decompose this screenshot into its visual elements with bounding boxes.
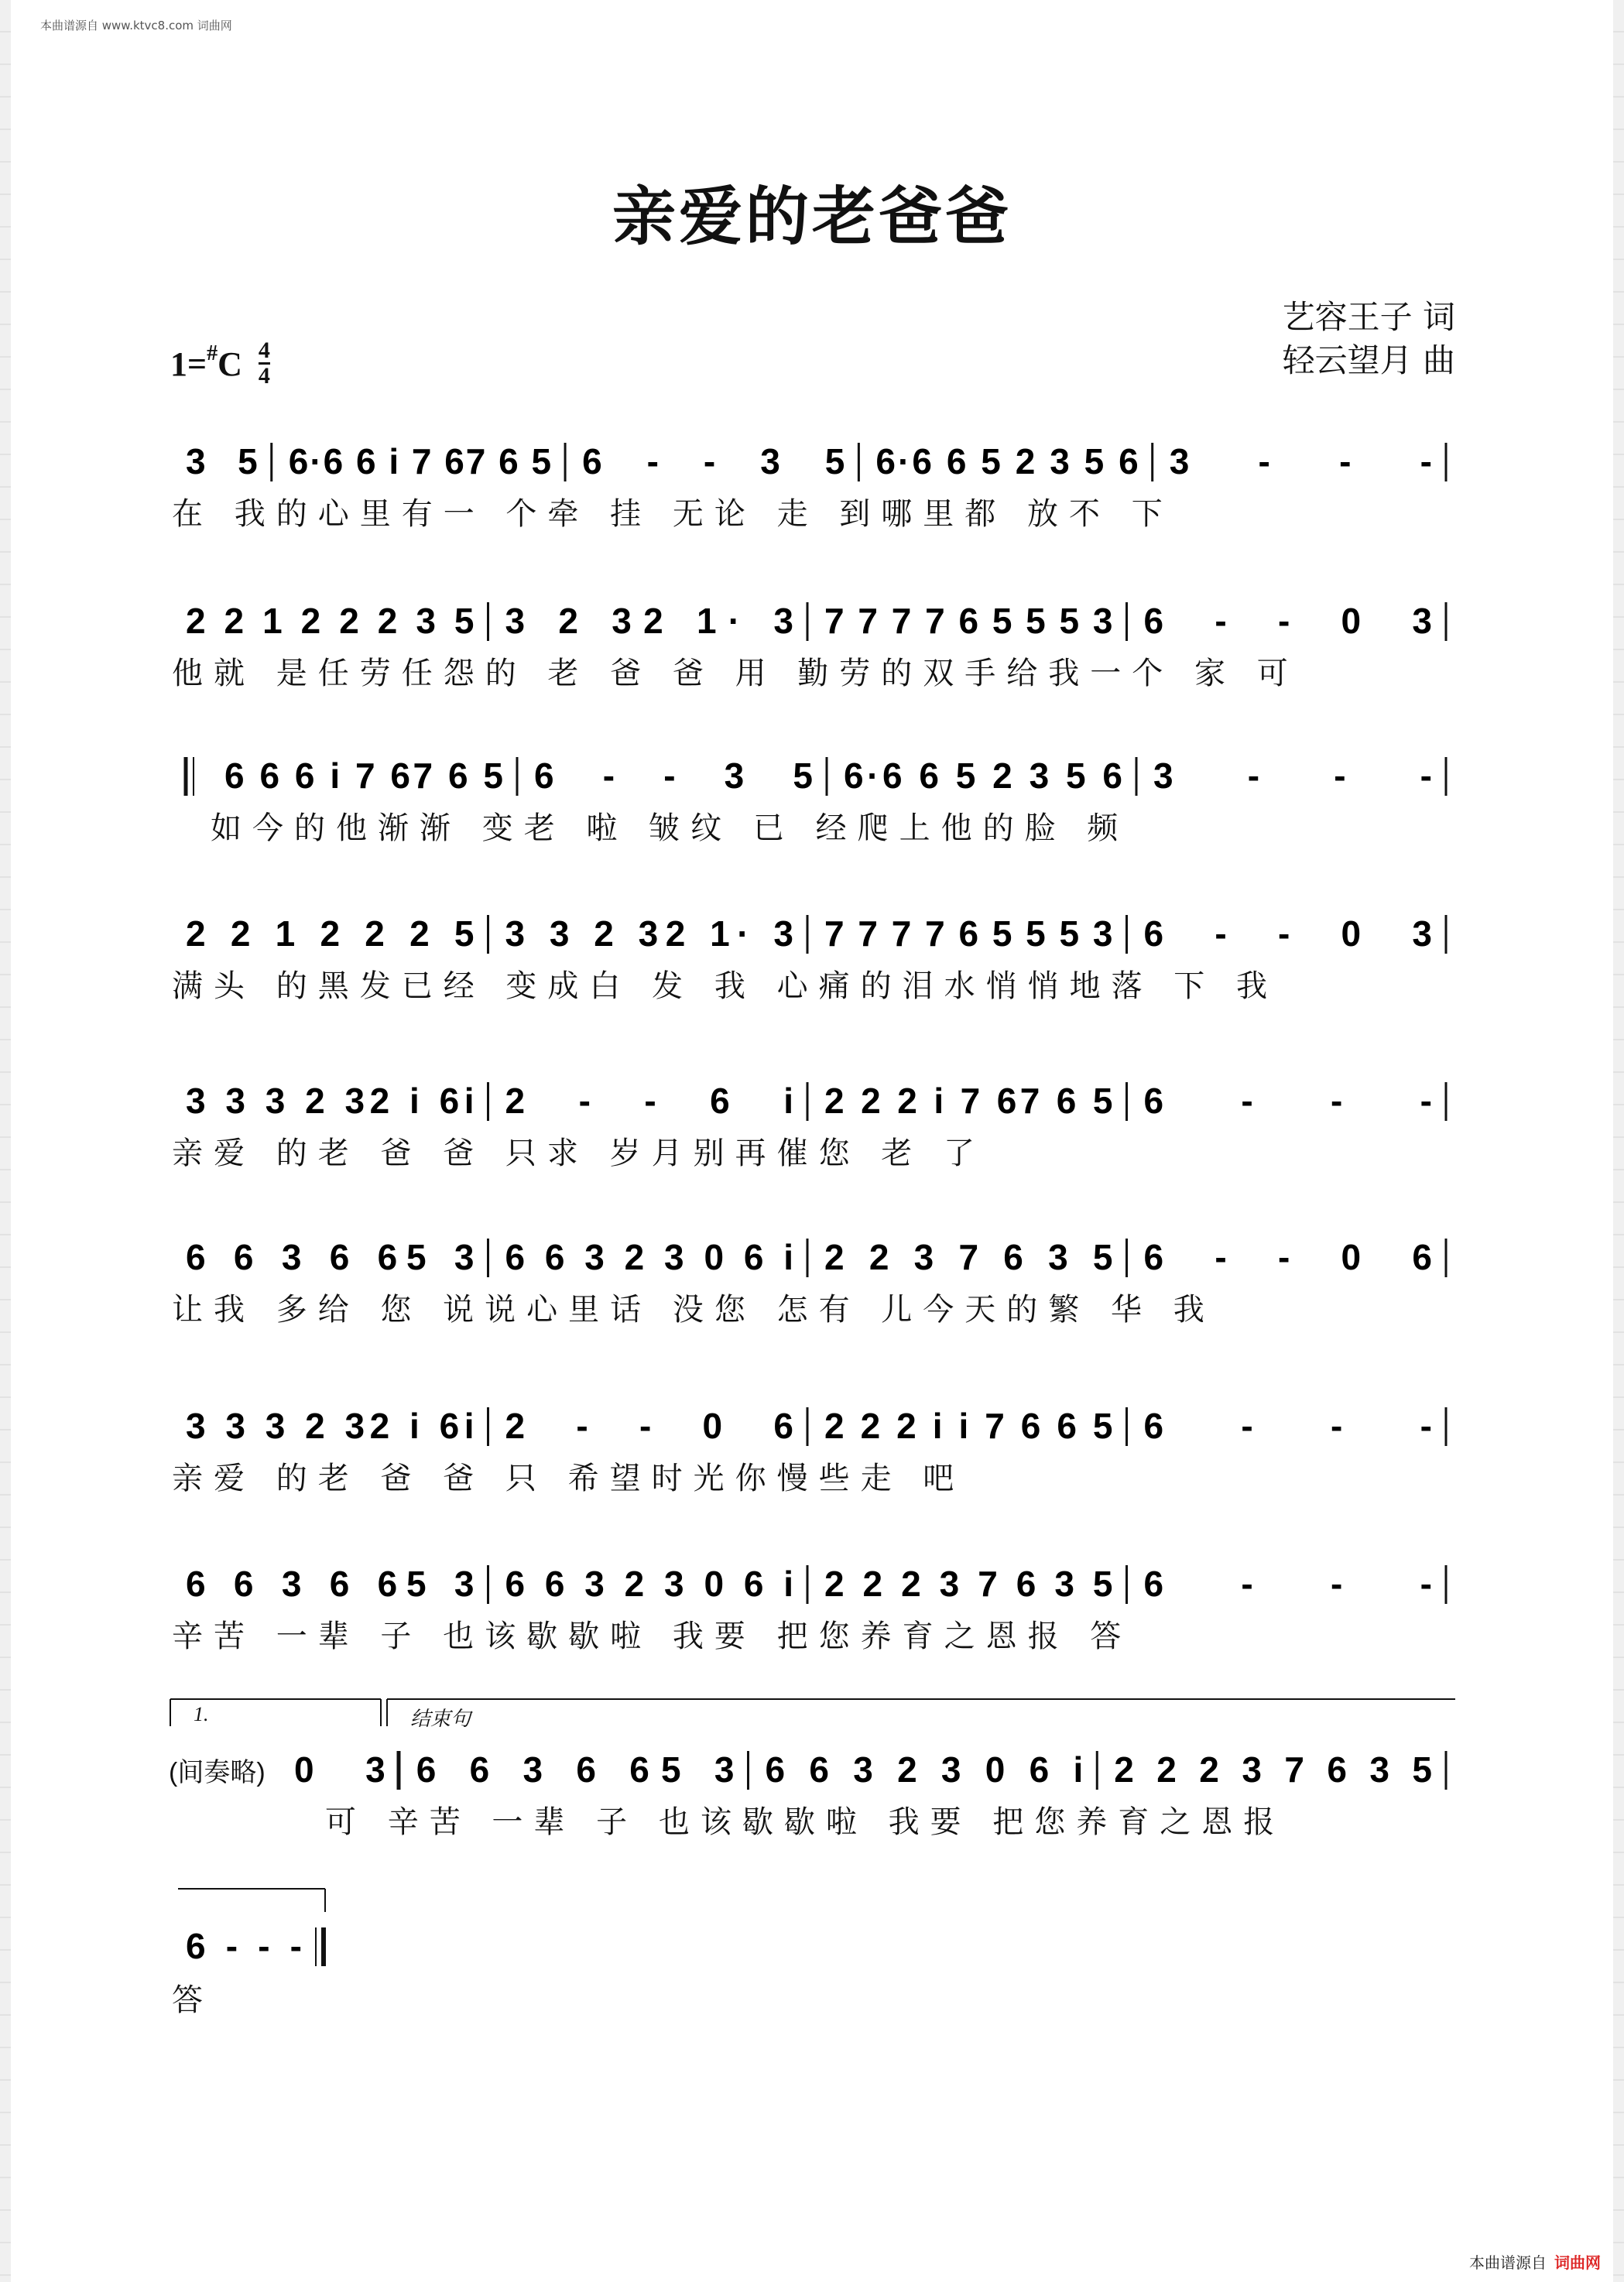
measure-notes: 6 - - - xyxy=(1143,1564,1432,1604)
measure-notes: 6 6 3 2 3 0 6 i xyxy=(765,1749,1084,1790)
measure-notes: 6·6 6 5 2 3 5 6 xyxy=(875,441,1139,481)
measure-notes: 6 - - 3 5 xyxy=(582,441,845,481)
measure-notes: 3 3 2 32 1· 3 xyxy=(505,913,793,954)
measure-notes: 6 - - 3 5 xyxy=(534,756,813,796)
source-note: 本曲谱源自 www.ktvc8.com 词曲网 xyxy=(40,19,232,33)
footer-site: 词曲网 xyxy=(1554,2253,1601,2272)
lyricist-credit: 艺容王子 词 xyxy=(1282,298,1455,336)
measure-notes: 3 2 32 1· 3 xyxy=(505,601,793,641)
measure-notes: 6 - - - xyxy=(1143,1406,1432,1446)
composer-credit: 轻云望月 曲 xyxy=(1282,341,1455,379)
lyric-row-2: 他就 是任劳任怨的 老 爸 爸 用 勤劳的双手给我一个 家 可 xyxy=(172,656,1299,691)
lyric-row-3: 如今的他渐渐 变老 啦 皱纹 已 经爬上他的脸 频 xyxy=(211,810,1129,846)
footer-brand xyxy=(1469,2250,1601,2273)
volta-first: 1. xyxy=(194,1703,209,1725)
song-title: 亲爱的老爸爸 xyxy=(612,180,1012,254)
measure-notes: 3 - - - xyxy=(1169,441,1432,481)
measure-notes: 6 6 3 6 65 3 xyxy=(416,1749,735,1790)
measure-notes: 6 - - 0 3 xyxy=(1143,913,1432,954)
measure-notes: 0 3 xyxy=(294,1749,385,1790)
measure-notes: 2 2 2 3 7 6 3 5 xyxy=(1114,1749,1432,1790)
measure-notes: 6 6 3 6 65 3 xyxy=(186,1564,475,1604)
measure-notes: 6 6 3 2 3 0 6 i xyxy=(505,1564,793,1604)
measure-notes: 7 7 7 7 6 5 5 5 3 xyxy=(824,913,1113,954)
volta-ending: 结束句 xyxy=(410,1708,471,1730)
lyric-row-8: 辛苦 一辈 子 也该歇歇啦 我要 把您养育之恩报 答 xyxy=(172,1619,1132,1654)
key-letter: C xyxy=(218,345,242,383)
lyric-row-10: 答 xyxy=(172,1982,214,2018)
lyric-row-1: 在 我的心里有一 个牵 挂 无论 走 到哪里都 放不 下 xyxy=(172,496,1173,532)
measure-notes: 6 6 3 2 3 0 6 i xyxy=(505,1237,793,1277)
measure-notes: 2 2 2 3 7 6 3 5 xyxy=(824,1564,1113,1604)
measure-notes: 2 2 2 i 7 67 6 5 xyxy=(824,1081,1113,1121)
measure-notes: 6·6 6 i 7 67 6 5 xyxy=(288,441,552,481)
measure-notes: 2 - - 0 6 xyxy=(505,1406,793,1446)
interlude-label: (间奏略) xyxy=(169,1758,266,1787)
measure-notes: 3 3 3 2 32 i 6i xyxy=(186,1081,475,1121)
measure-notes: 2 - - 6 i xyxy=(505,1081,793,1121)
measure-notes: 3 - - - xyxy=(1153,756,1432,796)
measure-notes: 3 5 xyxy=(186,441,258,481)
time-top: 4 xyxy=(258,338,270,363)
key-prefix: 1= xyxy=(170,345,207,383)
measure-notes: 3 3 3 2 32 i 6i xyxy=(186,1406,475,1446)
measure-notes: 2 2 1 2 2 2 5 xyxy=(186,913,475,954)
sharp-sign: # xyxy=(207,341,218,365)
time-bottom: 4 xyxy=(258,363,270,389)
lyric-row-4: 满头 的黑发已经 变成白 发 我 心痛的泪水悄悄地落 下 我 xyxy=(172,968,1279,1004)
measure-notes: 6 - - 0 6 xyxy=(1143,1237,1432,1277)
measure-notes: 6 6 3 6 65 3 xyxy=(186,1237,475,1277)
measure-notes: 2 2 3 7 6 3 5 xyxy=(824,1237,1113,1277)
measure-notes: 6 6 6 i 7 67 6 5 xyxy=(224,756,503,796)
lyric-row-9: 可 辛苦 一辈 子 也该歇歇啦 我要 把您养育之恩报 xyxy=(325,1804,1286,1840)
measure-notes: 7 7 7 7 6 5 5 5 3 xyxy=(824,601,1113,641)
measure-notes: 6 - - - xyxy=(1143,1081,1432,1121)
measure-notes: 6·6 6 5 2 3 5 6 xyxy=(844,756,1122,796)
measure-notes: 2 2 2 i i 7 6 6 5 xyxy=(824,1406,1113,1446)
lyric-row-7: 亲爱 的老 爸 爸 只 希望时光你慢些走 吧 xyxy=(172,1461,965,1496)
lyric-row-5: 亲爱 的老 爸 爸 只求 岁月别再催您 老 了 xyxy=(172,1136,986,1171)
lyric-row-6: 让我 多给 您 说说心里话 没您 怎有 儿今天的繁 华 我 xyxy=(172,1292,1215,1328)
measure-notes: 6 - - 0 3 xyxy=(1143,601,1432,641)
measure-notes: 6 - - - xyxy=(186,1926,302,1966)
measure-notes: 2 2 1 2 2 2 3 5 xyxy=(186,601,475,641)
footer-source: 本曲谱源自 xyxy=(1469,2253,1547,2272)
